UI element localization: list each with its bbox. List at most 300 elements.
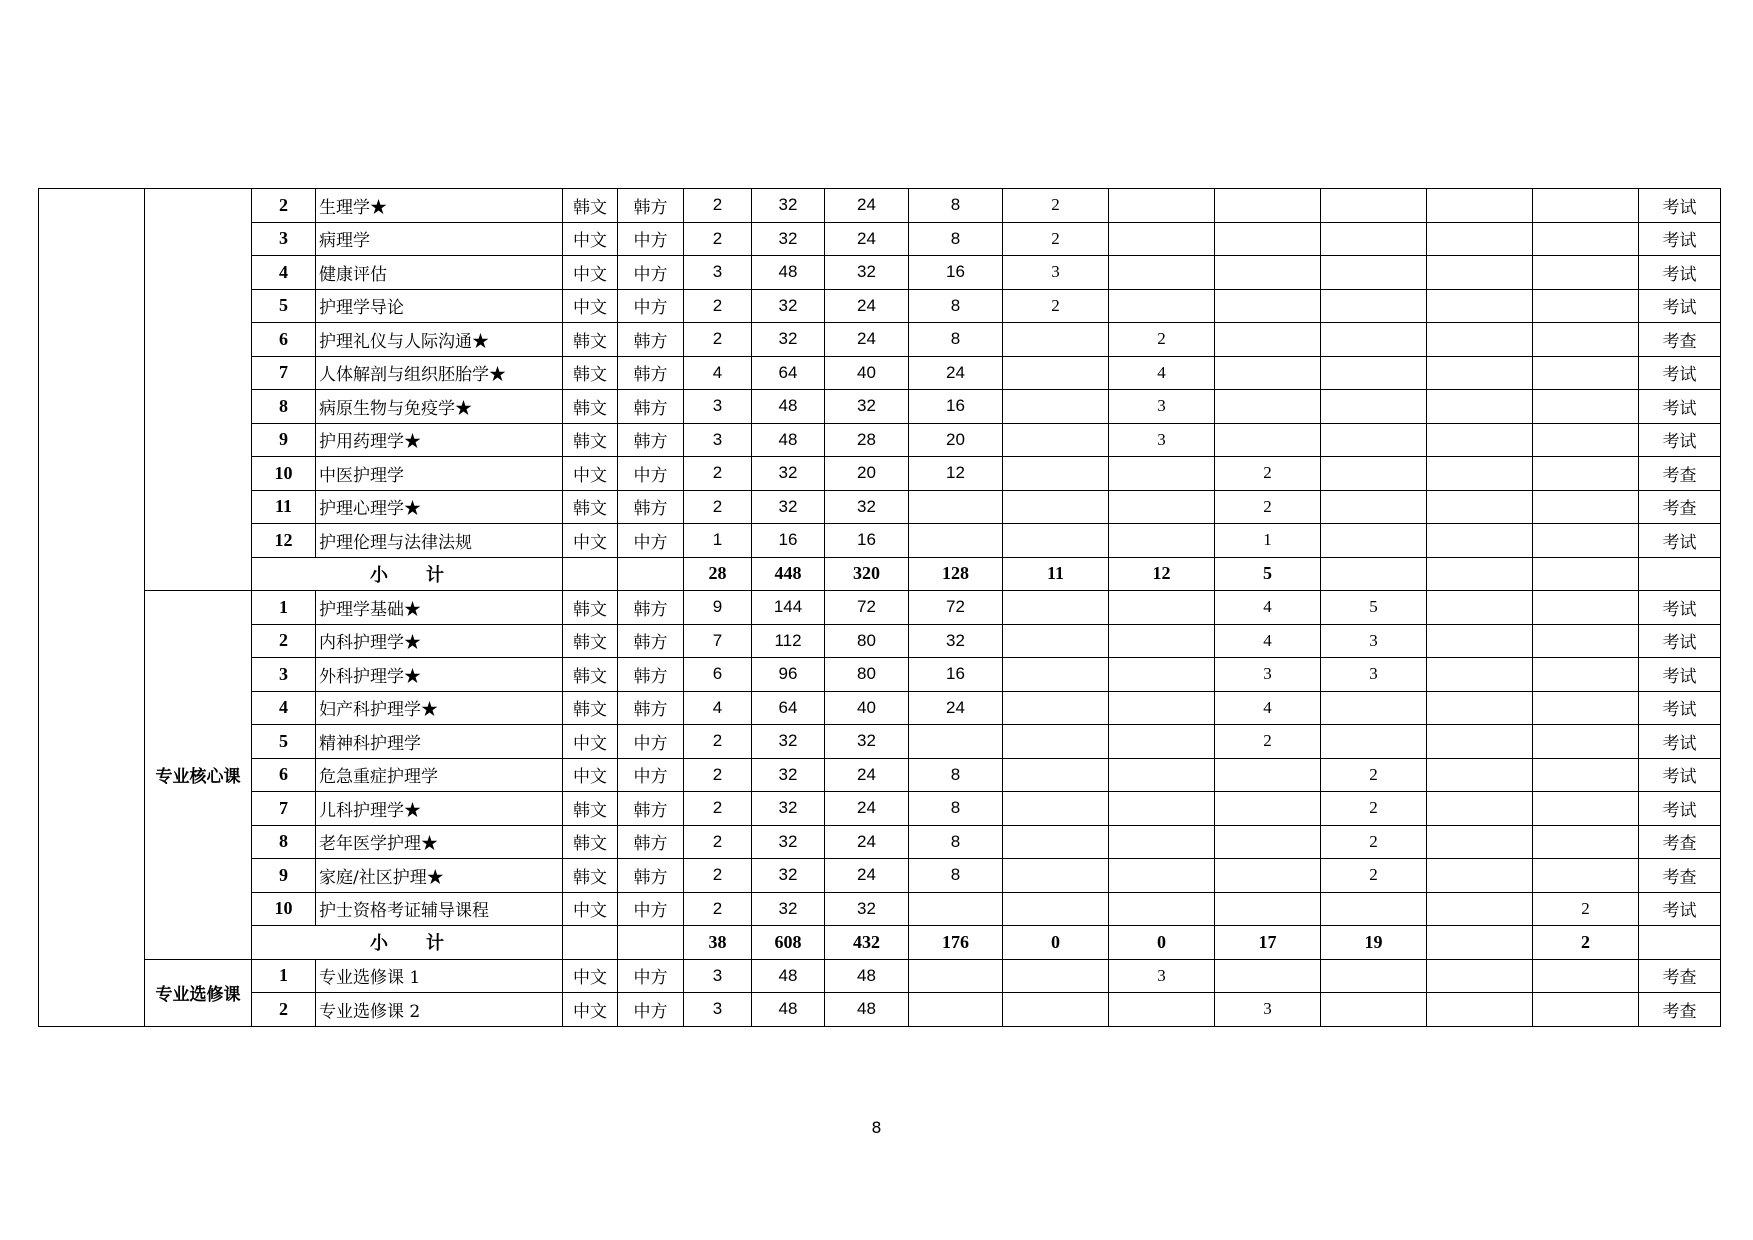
practice-hours-cell xyxy=(909,524,1003,558)
semester-3-hours: 3 xyxy=(1215,993,1321,1027)
semester-2-hours xyxy=(1109,524,1215,558)
total-hours-cell: 48 xyxy=(752,256,825,290)
teaching-language: 中文 xyxy=(563,758,618,792)
subtotal-label-a: 小 xyxy=(370,933,388,954)
practice-hours-cell: 8 xyxy=(909,222,1003,256)
curriculum-table xyxy=(38,188,1721,1027)
table-row xyxy=(39,691,1721,725)
teacher-side: 韩方 xyxy=(618,323,684,357)
semester-2-hours xyxy=(1109,222,1215,256)
row-number: 10 xyxy=(252,892,316,926)
semester-2-hours xyxy=(1109,490,1215,524)
semester-2-hours xyxy=(1109,892,1215,926)
teaching-language: 韩文 xyxy=(563,691,618,725)
subtotal-practice: 176 xyxy=(909,926,1003,960)
semester-3-hours: 2 xyxy=(1215,457,1321,491)
subtotal-credits: 38 xyxy=(684,926,752,960)
course-name: 健康评估 xyxy=(316,256,563,290)
teacher-side: 韩方 xyxy=(618,356,684,390)
semester-1-hours xyxy=(1003,490,1109,524)
teaching-language: 韩文 xyxy=(563,825,618,859)
subtotal-theory: 432 xyxy=(825,926,909,960)
table-row xyxy=(39,792,1721,826)
row-number: 9 xyxy=(252,859,316,893)
semester-2-hours xyxy=(1109,289,1215,323)
teaching-language: 韩文 xyxy=(563,624,618,658)
theory-hours-cell: 80 xyxy=(825,658,909,692)
row-number: 9 xyxy=(252,423,316,457)
total-hours-cell: 32 xyxy=(752,323,825,357)
row-number: 2 xyxy=(252,624,316,658)
semester-5-hours xyxy=(1427,758,1533,792)
assessment-type: 考查 xyxy=(1639,825,1721,859)
credits-cell: 6 xyxy=(684,658,752,692)
teacher-side: 韩方 xyxy=(618,189,684,223)
credits-cell: 2 xyxy=(684,859,752,893)
semester-5-hours xyxy=(1427,892,1533,926)
semester-4-hours xyxy=(1321,725,1427,759)
semester-6-hours xyxy=(1533,390,1639,424)
semester-5-hours xyxy=(1427,423,1533,457)
course-name: 精神科护理学 xyxy=(316,725,563,759)
semester-1-hours: 2 xyxy=(1003,189,1109,223)
semester-3-hours xyxy=(1215,323,1321,357)
semester-3-hours xyxy=(1215,959,1321,993)
teacher-side: 中方 xyxy=(618,758,684,792)
assessment-type: 考试 xyxy=(1639,624,1721,658)
semester-5-hours xyxy=(1427,993,1533,1027)
subtotal-semester-6: 2 xyxy=(1533,926,1639,960)
semester-6-hours xyxy=(1533,356,1639,390)
semester-5-hours xyxy=(1427,524,1533,558)
teacher-side: 中方 xyxy=(618,959,684,993)
semester-1-hours xyxy=(1003,892,1109,926)
course-name: 护理学基础★ xyxy=(316,591,563,625)
row-number: 8 xyxy=(252,825,316,859)
practice-hours-cell xyxy=(909,993,1003,1027)
semester-1-hours: 2 xyxy=(1003,289,1109,323)
semester-1-hours xyxy=(1003,691,1109,725)
practice-hours-cell: 8 xyxy=(909,189,1003,223)
table-row xyxy=(39,859,1721,893)
course-name: 人体解剖与组织胚胎学★ xyxy=(316,356,563,390)
course-name: 家庭/社区护理★ xyxy=(316,859,563,893)
row-number: 7 xyxy=(252,356,316,390)
table-row xyxy=(39,457,1721,491)
total-hours-cell: 32 xyxy=(752,457,825,491)
credits-cell: 2 xyxy=(684,825,752,859)
total-hours-cell: 48 xyxy=(752,959,825,993)
semester-3-hours xyxy=(1215,825,1321,859)
practice-hours-cell: 8 xyxy=(909,323,1003,357)
semester-2-hours xyxy=(1109,658,1215,692)
table-row xyxy=(39,356,1721,390)
semester-6-hours xyxy=(1533,289,1639,323)
semester-5-hours xyxy=(1427,859,1533,893)
theory-hours-cell: 24 xyxy=(825,289,909,323)
empty-cell xyxy=(563,557,618,591)
credits-cell: 2 xyxy=(684,289,752,323)
semester-6-hours: 2 xyxy=(1533,892,1639,926)
teacher-side: 韩方 xyxy=(618,624,684,658)
credits-cell: 4 xyxy=(684,356,752,390)
semester-4-hours: 2 xyxy=(1321,758,1427,792)
semester-4-hours: 3 xyxy=(1321,624,1427,658)
row-number: 12 xyxy=(252,524,316,558)
subtotal-semester-3: 5 xyxy=(1215,557,1321,591)
teacher-side: 韩方 xyxy=(618,591,684,625)
subtotal-semester-1: 0 xyxy=(1003,926,1109,960)
empty-cell xyxy=(618,926,684,960)
credits-cell: 2 xyxy=(684,725,752,759)
teaching-language: 韩文 xyxy=(563,792,618,826)
semester-1-hours: 2 xyxy=(1003,222,1109,256)
assessment-type: 考试 xyxy=(1639,725,1721,759)
teacher-side: 中方 xyxy=(618,892,684,926)
semester-4-hours: 2 xyxy=(1321,792,1427,826)
row-number: 3 xyxy=(252,222,316,256)
practice-hours-cell: 8 xyxy=(909,859,1003,893)
semester-4-hours xyxy=(1321,289,1427,323)
assessment-type: 考试 xyxy=(1639,792,1721,826)
assessment-type: 考试 xyxy=(1639,356,1721,390)
semester-1-hours xyxy=(1003,658,1109,692)
empty-cell xyxy=(1639,926,1721,960)
semester-1-hours xyxy=(1003,591,1109,625)
credits-cell: 2 xyxy=(684,222,752,256)
row-number: 10 xyxy=(252,457,316,491)
teacher-side: 中方 xyxy=(618,993,684,1027)
table-row xyxy=(39,256,1721,290)
semester-2-hours: 3 xyxy=(1109,390,1215,424)
semester-1-hours xyxy=(1003,725,1109,759)
assessment-type: 考试 xyxy=(1639,658,1721,692)
theory-hours-cell: 48 xyxy=(825,993,909,1027)
semester-2-hours xyxy=(1109,457,1215,491)
course-name: 护理学导论 xyxy=(316,289,563,323)
assessment-type: 考试 xyxy=(1639,423,1721,457)
theory-hours-cell: 40 xyxy=(825,691,909,725)
credits-cell: 2 xyxy=(684,490,752,524)
semester-1-hours xyxy=(1003,624,1109,658)
teacher-side: 中方 xyxy=(618,256,684,290)
semester-4-hours xyxy=(1321,892,1427,926)
total-hours-cell: 32 xyxy=(752,222,825,256)
semester-6-hours xyxy=(1533,423,1639,457)
table-row xyxy=(39,825,1721,859)
course-name: 内科护理学★ xyxy=(316,624,563,658)
total-hours-cell: 64 xyxy=(752,356,825,390)
subtotal-practice: 128 xyxy=(909,557,1003,591)
semester-3-hours xyxy=(1215,356,1321,390)
assessment-type: 考试 xyxy=(1639,591,1721,625)
semester-5-hours xyxy=(1427,691,1533,725)
semester-6-hours xyxy=(1533,624,1639,658)
semester-1-hours xyxy=(1003,792,1109,826)
total-hours-cell: 48 xyxy=(752,423,825,457)
total-hours-cell: 48 xyxy=(752,993,825,1027)
semester-3-hours xyxy=(1215,289,1321,323)
subtotal-hours: 608 xyxy=(752,926,825,960)
course-name: 护用药理学★ xyxy=(316,423,563,457)
subtotal-semester-4: 19 xyxy=(1321,926,1427,960)
semester-2-hours xyxy=(1109,758,1215,792)
teacher-side: 韩方 xyxy=(618,859,684,893)
assessment-type: 考试 xyxy=(1639,524,1721,558)
semester-6-hours xyxy=(1533,758,1639,792)
theory-hours-cell: 80 xyxy=(825,624,909,658)
semester-6-hours xyxy=(1533,725,1639,759)
semester-1-hours xyxy=(1003,758,1109,792)
table-row xyxy=(39,524,1721,558)
total-hours-cell: 32 xyxy=(752,892,825,926)
theory-hours-cell: 48 xyxy=(825,959,909,993)
theory-hours-cell: 28 xyxy=(825,423,909,457)
category-cell xyxy=(145,189,252,591)
practice-hours-cell xyxy=(909,725,1003,759)
subtotal-semester-5 xyxy=(1427,926,1533,960)
semester-3-hours xyxy=(1215,859,1321,893)
empty-cell xyxy=(618,557,684,591)
table-row xyxy=(39,591,1721,625)
semester-5-hours xyxy=(1427,390,1533,424)
teaching-language: 韩文 xyxy=(563,658,618,692)
page-number: 8 xyxy=(871,1118,882,1137)
practice-hours-cell: 8 xyxy=(909,792,1003,826)
credits-cell: 2 xyxy=(684,792,752,826)
total-hours-cell: 32 xyxy=(752,725,825,759)
semester-3-hours xyxy=(1215,792,1321,826)
teacher-side: 韩方 xyxy=(618,691,684,725)
teaching-language: 韩文 xyxy=(563,189,618,223)
module-cell xyxy=(39,189,145,1027)
course-name: 妇产科护理学★ xyxy=(316,691,563,725)
subtotal-label xyxy=(252,926,563,960)
subtotal-row xyxy=(39,926,1721,960)
subtotal-semester-3: 17 xyxy=(1215,926,1321,960)
semester-4-hours: 2 xyxy=(1321,825,1427,859)
subtotal-label-a: 小 xyxy=(370,564,388,585)
theory-hours-cell: 24 xyxy=(825,825,909,859)
credits-cell: 2 xyxy=(684,457,752,491)
semester-6-hours xyxy=(1533,222,1639,256)
semester-2-hours: 3 xyxy=(1109,959,1215,993)
semester-6-hours xyxy=(1533,691,1639,725)
semester-4-hours xyxy=(1321,959,1427,993)
subtotal-hours: 448 xyxy=(752,557,825,591)
table-row xyxy=(39,658,1721,692)
credits-cell: 1 xyxy=(684,524,752,558)
teacher-side: 中方 xyxy=(618,222,684,256)
row-number: 8 xyxy=(252,390,316,424)
table-row xyxy=(39,189,1721,223)
assessment-type: 考试 xyxy=(1639,758,1721,792)
theory-hours-cell: 32 xyxy=(825,892,909,926)
theory-hours-cell: 24 xyxy=(825,758,909,792)
credits-cell: 4 xyxy=(684,691,752,725)
semester-4-hours xyxy=(1321,457,1427,491)
semester-4-hours xyxy=(1321,323,1427,357)
semester-5-hours xyxy=(1427,658,1533,692)
semester-2-hours xyxy=(1109,993,1215,1027)
row-number: 5 xyxy=(252,289,316,323)
credits-cell: 3 xyxy=(684,993,752,1027)
table-body xyxy=(39,189,1721,1027)
subtotal-label-b: 计 xyxy=(426,933,444,954)
semester-5-hours xyxy=(1427,222,1533,256)
semester-6-hours xyxy=(1533,959,1639,993)
semester-2-hours xyxy=(1109,825,1215,859)
semester-4-hours xyxy=(1321,256,1427,290)
teaching-language: 韩文 xyxy=(563,859,618,893)
assessment-type: 考查 xyxy=(1639,323,1721,357)
row-number: 5 xyxy=(252,725,316,759)
semester-1-hours xyxy=(1003,959,1109,993)
semester-6-hours xyxy=(1533,189,1639,223)
subtotal-semester-6 xyxy=(1533,557,1639,591)
semester-5-hours xyxy=(1427,490,1533,524)
semester-1-hours xyxy=(1003,390,1109,424)
table-row xyxy=(39,892,1721,926)
teacher-side: 韩方 xyxy=(618,792,684,826)
table-row xyxy=(39,993,1721,1027)
row-number: 4 xyxy=(252,256,316,290)
practice-hours-cell xyxy=(909,892,1003,926)
practice-hours-cell xyxy=(909,959,1003,993)
theory-hours-cell: 24 xyxy=(825,859,909,893)
theory-hours-cell: 32 xyxy=(825,490,909,524)
table-row xyxy=(39,222,1721,256)
semester-3-hours xyxy=(1215,256,1321,290)
semester-6-hours xyxy=(1533,457,1639,491)
total-hours-cell: 32 xyxy=(752,825,825,859)
teaching-language: 中文 xyxy=(563,725,618,759)
teaching-language: 韩文 xyxy=(563,390,618,424)
row-number: 7 xyxy=(252,792,316,826)
teacher-side: 韩方 xyxy=(618,390,684,424)
row-number: 2 xyxy=(252,993,316,1027)
semester-5-hours xyxy=(1427,792,1533,826)
teaching-language: 中文 xyxy=(563,222,618,256)
teaching-language: 中文 xyxy=(563,289,618,323)
semester-6-hours xyxy=(1533,490,1639,524)
total-hours-cell: 32 xyxy=(752,792,825,826)
semester-3-hours xyxy=(1215,222,1321,256)
semester-2-hours xyxy=(1109,859,1215,893)
semester-2-hours: 2 xyxy=(1109,323,1215,357)
assessment-type: 考试 xyxy=(1639,892,1721,926)
course-name: 儿科护理学★ xyxy=(316,792,563,826)
category-cell: 专业选修课 xyxy=(145,959,252,1026)
credits-cell: 3 xyxy=(684,256,752,290)
semester-1-hours xyxy=(1003,356,1109,390)
course-name: 中医护理学 xyxy=(316,457,563,491)
teaching-language: 中文 xyxy=(563,256,618,290)
semester-2-hours: 4 xyxy=(1109,356,1215,390)
row-number: 1 xyxy=(252,959,316,993)
semester-1-hours xyxy=(1003,323,1109,357)
credits-cell: 9 xyxy=(684,591,752,625)
subtotal-label xyxy=(252,557,563,591)
semester-3-hours xyxy=(1215,423,1321,457)
teacher-side: 韩方 xyxy=(618,825,684,859)
theory-hours-cell: 24 xyxy=(825,792,909,826)
semester-5-hours xyxy=(1427,256,1533,290)
course-name: 护理伦理与法律法规 xyxy=(316,524,563,558)
semester-3-hours: 4 xyxy=(1215,624,1321,658)
table-row xyxy=(39,323,1721,357)
row-number: 11 xyxy=(252,490,316,524)
subtotal-credits: 28 xyxy=(684,557,752,591)
assessment-type: 考查 xyxy=(1639,993,1721,1027)
total-hours-cell: 32 xyxy=(752,490,825,524)
credits-cell: 3 xyxy=(684,959,752,993)
row-number: 6 xyxy=(252,323,316,357)
teacher-side: 中方 xyxy=(618,725,684,759)
course-name: 危急重症护理学 xyxy=(316,758,563,792)
teaching-language: 中文 xyxy=(563,959,618,993)
semester-1-hours xyxy=(1003,993,1109,1027)
table-row xyxy=(39,725,1721,759)
theory-hours-cell: 72 xyxy=(825,591,909,625)
teacher-side: 中方 xyxy=(618,289,684,323)
assessment-type: 考试 xyxy=(1639,256,1721,290)
total-hours-cell: 112 xyxy=(752,624,825,658)
semester-6-hours xyxy=(1533,792,1639,826)
table-row xyxy=(39,758,1721,792)
theory-hours-cell: 40 xyxy=(825,356,909,390)
semester-5-hours xyxy=(1427,825,1533,859)
table-row xyxy=(39,289,1721,323)
semester-3-hours: 4 xyxy=(1215,591,1321,625)
semester-5-hours xyxy=(1427,189,1533,223)
total-hours-cell: 96 xyxy=(752,658,825,692)
semester-1-hours xyxy=(1003,457,1109,491)
credits-cell: 3 xyxy=(684,423,752,457)
teaching-language: 韩文 xyxy=(563,356,618,390)
subtotal-semester-2: 12 xyxy=(1109,557,1215,591)
practice-hours-cell: 8 xyxy=(909,758,1003,792)
semester-2-hours xyxy=(1109,792,1215,826)
semester-2-hours xyxy=(1109,256,1215,290)
semester-2-hours xyxy=(1109,624,1215,658)
assessment-type: 考试 xyxy=(1639,390,1721,424)
table-row xyxy=(39,959,1721,993)
semester-2-hours xyxy=(1109,189,1215,223)
semester-4-hours xyxy=(1321,189,1427,223)
semester-4-hours xyxy=(1321,423,1427,457)
semester-5-hours xyxy=(1427,323,1533,357)
teaching-language: 韩文 xyxy=(563,490,618,524)
table-row xyxy=(39,624,1721,658)
total-hours-cell: 144 xyxy=(752,591,825,625)
assessment-type: 考查 xyxy=(1639,959,1721,993)
semester-1-hours xyxy=(1003,423,1109,457)
semester-4-hours xyxy=(1321,222,1427,256)
semester-5-hours xyxy=(1427,457,1533,491)
credits-cell: 2 xyxy=(684,892,752,926)
theory-hours-cell: 24 xyxy=(825,189,909,223)
assessment-type: 考查 xyxy=(1639,859,1721,893)
teaching-language: 韩文 xyxy=(563,323,618,357)
total-hours-cell: 32 xyxy=(752,859,825,893)
theory-hours-cell: 24 xyxy=(825,222,909,256)
subtotal-semester-4 xyxy=(1321,557,1427,591)
course-name: 专业选修课 2 xyxy=(316,993,563,1027)
semester-3-hours xyxy=(1215,390,1321,424)
semester-2-hours xyxy=(1109,691,1215,725)
semester-4-hours xyxy=(1321,524,1427,558)
